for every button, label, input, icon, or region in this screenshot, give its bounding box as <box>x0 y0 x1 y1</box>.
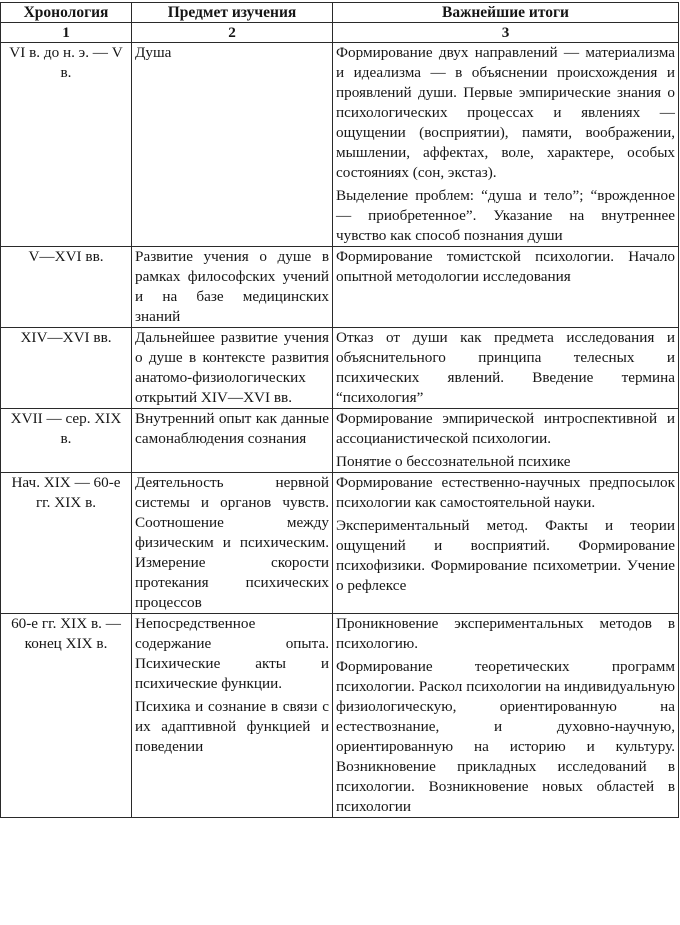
period-cell: XIV—XVI вв. <box>1 328 132 409</box>
period-cell: Нач. XIX — 60-е гг. XIX в. <box>1 473 132 614</box>
results-text: Проникновение экспериментальных методов в психологию. <box>336 615 675 652</box>
header-row <box>1 3 679 23</box>
results-text: Отказ от души как предмета исследования и объяснительного принципа телесных и психических явлений. Введение термина “психология” <box>336 329 675 406</box>
header-subject: Предмет изучения <box>132 3 333 23</box>
results-text: Экспериментальный метод. Факты и теории ощущений и восприятий. Формирование психофизики. Формирование психометрии. Учение о рефлексе <box>336 517 675 594</box>
subject-cell <box>132 409 333 473</box>
subject-cell <box>132 43 333 247</box>
results-text: Формирование теоретических программ психологии. Раскол психологии на индивидуальную физиологическую, ориентированную на естествознание, и духовно-научную, ориентированную на историю и культуру. Возникновение прикладных исследований в психологии. Возникновение новых областей в психологии <box>336 658 675 815</box>
subject-text: Психика и сознание в связи с их адаптивной функцией и поведении <box>135 698 329 755</box>
table-row <box>1 409 679 473</box>
column-number-3: 3 <box>333 23 679 43</box>
subject-text: Внутренний опыт как данные самонаблюдения сознания <box>135 410 329 447</box>
column-number-row <box>1 23 679 43</box>
results-text: Формирование двух направлений — материализма и идеализма — в объяснении происхождения и проявлений души. Первые эмпирические знания о психологических процессах и явлениях — ощущении (восприятии), памяти, воображении, мышлении, аффектах, воле, характере, особых состояниях (сон, экстаз). <box>336 44 675 181</box>
subject-cell <box>132 247 333 328</box>
header-chronology: Хронология <box>1 3 132 23</box>
subject-cell <box>132 328 333 409</box>
table-row <box>1 247 679 328</box>
results-text: Выделение проблем: “душа и тело”; “врожденное — приобретенное”. Указание на внутреннее чувство как способ познания души <box>336 187 675 244</box>
history-table <box>0 2 679 818</box>
period-cell: 60-е гг. XIX в. — конец XIX в. <box>1 614 132 818</box>
subject-text: Душа <box>135 44 172 61</box>
table-row <box>1 614 679 818</box>
subject-cell <box>132 614 333 818</box>
period-cell: XVII — сер. XIX в. <box>1 409 132 473</box>
results-cell <box>333 473 679 614</box>
table-row <box>1 328 679 409</box>
results-text: Формирование эмпирической интроспективной и ассоцианистической психологии. <box>336 410 675 447</box>
subject-text: Развитие учения о душе в рамках философских учений и на базе медицинских знаний <box>135 248 329 325</box>
results-cell <box>333 328 679 409</box>
period-cell: V—XVI вв. <box>1 247 132 328</box>
column-number-1: 1 <box>1 23 132 43</box>
results-cell <box>333 247 679 328</box>
period-cell: VI в. до н. э. — V в. <box>1 43 132 247</box>
subject-text: Деятельность нервной системы и органов чувств. Соотношение между физическим и психическим. Измерение скорости протекания психических процессов <box>135 474 329 611</box>
subject-cell <box>132 473 333 614</box>
results-text: Понятие о бессознательной психике <box>336 453 571 470</box>
column-number-2: 2 <box>132 23 333 43</box>
header-results: Важнейшие итоги <box>333 3 679 23</box>
subject-text: Непосредственное содержание опыта. Психические акты и психические функции. <box>135 615 329 692</box>
results-text: Формирование томистской психологии. Начало опытной методологии исследования <box>336 248 675 285</box>
table-row <box>1 43 679 247</box>
results-text: Формирование естественно-научных предпосылок психологии как самостоятельной науки. <box>336 474 675 511</box>
table-row <box>1 473 679 614</box>
results-cell <box>333 614 679 818</box>
results-cell <box>333 43 679 247</box>
subject-text: Дальнейшее развитие учения о душе в контексте развития анатомо-физиологических открытий XIV—XVI вв. <box>135 329 329 406</box>
results-cell <box>333 409 679 473</box>
